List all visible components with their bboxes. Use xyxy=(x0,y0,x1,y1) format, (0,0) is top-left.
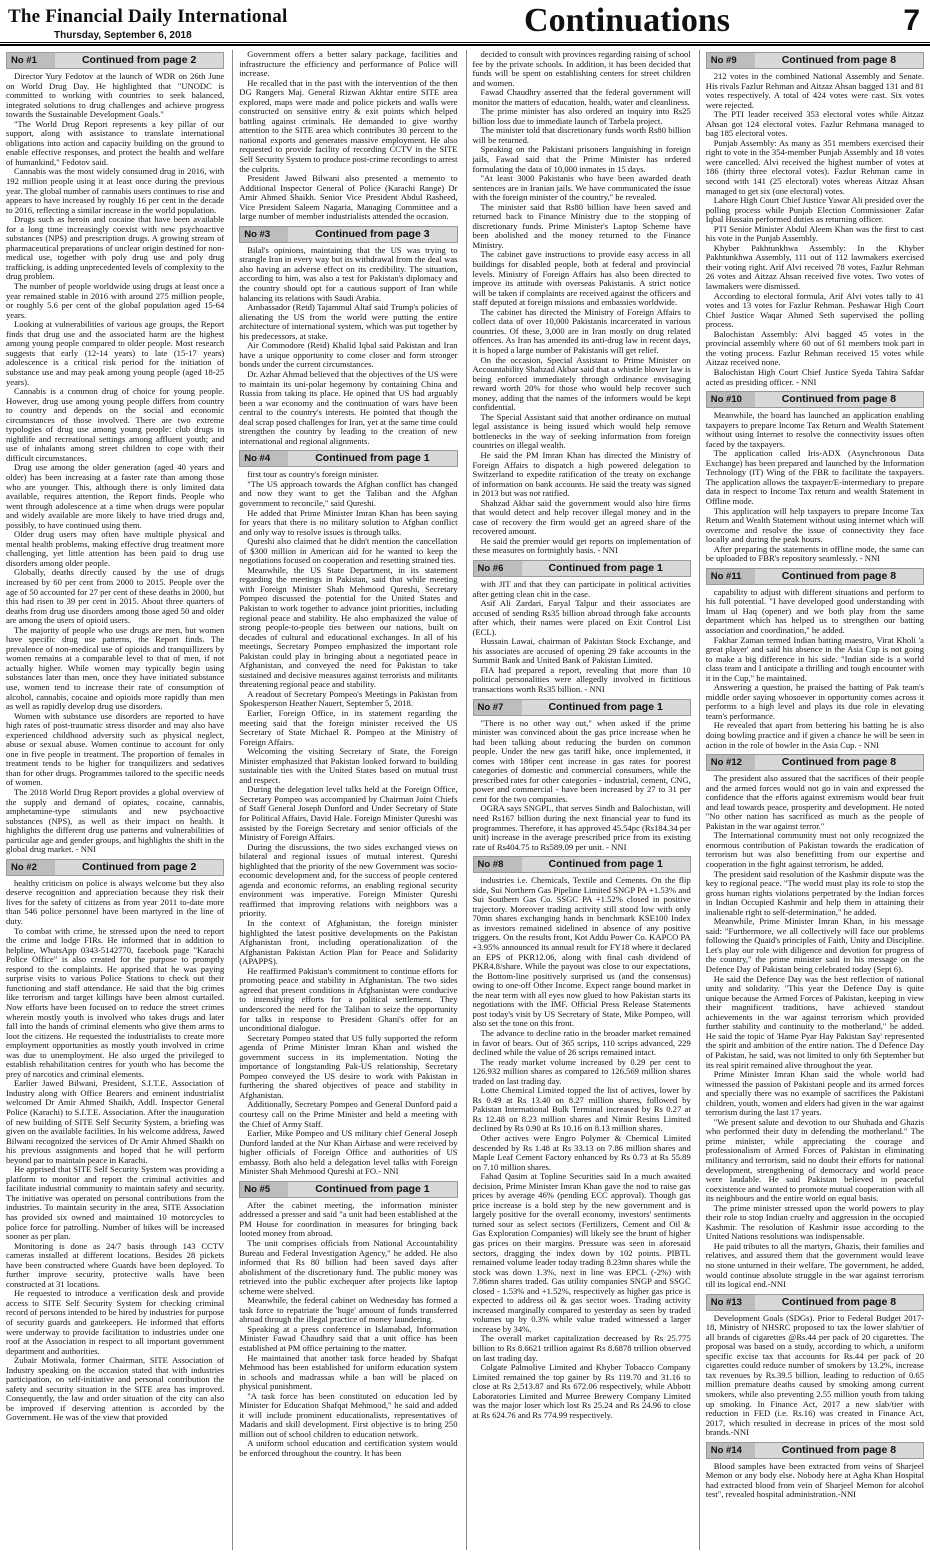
article-paragraph: healthy criticism on police is always welcome but they also deserve recognition and appreciation because they risk their lives for the safety of citizens as from year 2011 to-date more than 546 police personnel have been martyred in the line of duty. xyxy=(6,877,225,927)
article-paragraph: "There is no other way out," when asked if the prime minister was convinced about the gas price increase when he had been talking about reducing the burden on common people. Under the new gas tariff hike, once implemented, it comes with 186per cent increase in gas rates for poorest categories of domestic and commercial consumers, while the prescribed rates for other categories - industrial, cement, CNG, power and commercial - have been increased by 27 to 31 per cent for the two companies. xyxy=(472,717,691,804)
continuation-header xyxy=(706,1294,924,1311)
article-paragraph: The overall market capitalization decreased by Rs 25.775 billion to Rs 8.6621 trillion against Rs 8.6878 trillion observed on last trading day. xyxy=(472,1333,691,1363)
article-paragraph: The 2018 World Drug Report provides a global overview of the supply and demand of opiates, cocaine, cannabis, amphetamine-type stimulants and new psychoactive substances (NPS), as well as their impact on health. It highlights the different drug use patterns and vulnerabilities of particular age and gender groups, and highlights the shift in the global drug market. - NNI xyxy=(6,787,225,855)
article-paragraph: The ready market volume increased by 0.29 per cent to 126.932 million shares as compared to 126.569 million shares traded on last trading day. xyxy=(472,1056,691,1086)
article-paragraph: Meanwhile, the board has launched an application enabling taxpayers to prepare Income Tax Return and Wealth Statement without using Internet to resolve the connectivity issues often faced by the taxpayers. xyxy=(705,410,924,449)
continued-article xyxy=(706,1294,924,1438)
continuation-number: No #8 xyxy=(474,857,522,872)
article-paragraph: Earlier, Foreign Office, in its statement regarding the meeting said that the foreign minister received the US Secretary of State Michael R. Pompeo at the Ministry of Foreign Affairs. xyxy=(239,708,458,747)
article-paragraph: Khyber Pakhtunkhwa Assembly: In the Khyber Pakhtunkhwa Assembly, 111 out of 112 lawmakers exercised their voting right. Arif Alvi received 78 votes, Fazlur Rehman 26 votes and Aitzaz Ahsan received five votes. Two votes of lawmakers were dismissed. xyxy=(705,242,924,292)
news-column xyxy=(232,50,457,1550)
continuation-label: Continued from page 2 xyxy=(81,54,197,66)
continuation-label: Continued from page 2 xyxy=(81,860,197,873)
article-paragraph: The prime minister stressed upon the world powers to play their role to stop Indian cruelty and aggression in the occupied Kashmir. The resolution of Kashmir issue according to the United Nations resolutions was indispensable. xyxy=(705,1202,924,1242)
article-paragraph: During the discussions, the two sides exchanged views on bilateral and regional issues of mutual interest. Qureshi highlighted that the priority of the new Government was socio-economic development and, for the success of people centered agenda and economic reforms, an enabling regional security environment was imperative. Foreign Minister Qureshi reaffirmed that improving relations with neighbors was a priority. xyxy=(239,841,458,919)
article-paragraph: The minister told that discretionary funds worth Rs80 billion will be returned. xyxy=(472,125,691,145)
article-paragraph: Answering a question, he praised the batting of Pak team's middle order saying whosoever in opportunity comes across it performs to a high level and plays its due role in elevating team's performance. xyxy=(705,682,924,721)
article-paragraph: The application called Iris-ADX (Asynchronous Data Exchange) has been prepared and launched by the Information Technology (IT) Wing of the FBR to facilitate the taxpayers. The application allows the taxpayer/E-intermediary to prepare data in respect to Income Tax return and wealth Statement in Offline mode. xyxy=(705,448,924,506)
newspaper-name: The Financial Daily International xyxy=(8,6,288,27)
article-paragraph: The cabinet gave instructions to provide easy access in all buildings for disabled people, both at federal and provincial levels. Ministry of Foreign Affairs has also been directed to improve its attitude with overseas Pakistanis. A strict notice will be taken if complaints are received against the officers and staff deputed at foreign missions and embassies worldwide. xyxy=(472,249,691,308)
article-paragraph: 212 votes in the combined National Assembly and Senate. His rivals Fazlur Rehman and Aitzaz Ahsan bagged 131 and 81 votes respectively. A total of 424 votes were cast. Six votes were rejected. xyxy=(705,71,924,110)
article-paragraph: The president said resolution of the Kashmir dispute was the key to regional peace. "The world must play its role to stop the gross human rights violations perpetrated by the Indian forces in Indian Occupied Kashmir and help them in attaining their inalienable right to self-determination," he added. xyxy=(705,868,924,917)
news-column xyxy=(466,50,691,1550)
article-paragraph: On the occasion, Special Assistant to Prime Minister on Accountability Shahzad Akbar said that a whistle blower law is being enforced immediately through ordinance envisaging reward worth 20% for those who would help recover such money, adding that the names of the informers would be kept confidential. xyxy=(472,354,691,413)
article-paragraph: A uniform school education and certification system would be enforced throughout the country. It has been xyxy=(239,1438,458,1459)
article-paragraph: The unit comprises officials from National Accountability Bureau and Federal Investigation Agency," he added. He also informed that Rs 80 billion had been saved days after abolishment of the discretionary fund. The public money was retrieved into the public exchequer after projects like laptop scheme were shelved. xyxy=(239,1237,458,1296)
continuation-label: Continued from page 3 xyxy=(315,227,430,240)
article-paragraph: "The US approach towards the Afghan conflict has changed and now they want to get the Taliban and the Afghan government to reconcile," said Qureshi. xyxy=(239,478,458,508)
continuation-header xyxy=(706,754,924,771)
article-paragraph: Looking at vulnerabilities of various age groups, the Report finds that drug use and the associated harm are the highest among young people compared to older people. Most research suggests that early (12-14 years) to late (15-17 years) adolescence is a critical risk period for the initiation of substance use and may peak among young people (aged 18-25 years). xyxy=(6,319,225,387)
article-paragraph: The number of people worldwide using drugs at least once a year remained stable in 2016 with around 275 million people, or roughly 5.6 per cent of the global population aged 15-64 years. xyxy=(6,281,225,320)
article-paragraph: Qureshi also claimed that he didn't mention the cancellation of $300 million in American aid for he wanted to keep the negotiations focused on cooperation and resetting strained ties. xyxy=(239,536,458,566)
article-paragraph: "At least 3000 Pakistanis who have been awarded death sentences are in Iranian jails. We have communicated the issue with the foreign minister of the country," he revealed. xyxy=(472,173,691,203)
article-paragraph: Additionally, Secretary Pompeo and General Dunford paid a courtesy call on the Prime Minister and held a meeting with the Chief of Army Staff. xyxy=(239,1099,458,1129)
article-paragraph: Bilal's opinions, maintaining that the US was trying to strangle Iran in every way but its withdrawal from the deal was also having an adverse effect on its credibility. The situation, according to him, was also a test for Pakistan's diplomacy and the country should opt for a cautious support of Iran while balancing its relations with Saudi Arabia. xyxy=(239,244,458,303)
continued-article xyxy=(6,859,224,1423)
article-paragraph: He added that Prime Minister Imran Khan has been saying for years that there is no military solution to Afghan conflict and only way to resolve issues is through talks. xyxy=(239,507,458,537)
continuation-header xyxy=(6,859,224,876)
continued-article xyxy=(706,52,924,387)
article-paragraph: He reaffirmed Pakistan's commitment to continue efforts for promoting peace and stability in Afghanistan. The two sides agreed that present conditions in Afghanistan were conducive to intensifying efforts for a political settlement. They underscored the need for the Taliban to seize the opportunity for talks in response to President Ghani's offer for an unconditional dialogue. xyxy=(239,965,458,1034)
continuation-number: No #5 xyxy=(240,1182,288,1197)
continuation-label: Continued from page 8 xyxy=(781,569,897,582)
article-paragraph: The cabinet has directed the Ministry of Foreign Affairs to collect data of over 10,000 Pakistanis incarcerated in various countries. Of these, 3,000 are in Iran mostly on drug related offences. As Iran has amended its anti-drug law in recent days, it is hoped a large number of Pakistanis will get relief. xyxy=(472,306,691,355)
continuation-label: Continued from page 8 xyxy=(781,1295,897,1308)
article-paragraph: Speaking at a press conference in Islamabad, Information Minister Fawad Chaudhry said that a unit office has been established at PM office pertaining to the matter. xyxy=(239,1323,458,1353)
continuation-header xyxy=(706,391,924,408)
article-paragraph: first tour as country's foreign minister. xyxy=(247,469,379,480)
article-paragraph: Blood samples have been extracted from veins of Sharjeel Memon or any body else. Nobody here at Agha Khan Hospital had extracted blood from vein of Sharjeel Memon for alcohol test", revealed hospital administration.-NNI xyxy=(705,1460,924,1500)
article-paragraph: Hussain Lawai, chairman of Pakistan Stock Exchange, and his associates are accused of opening 29 fake accounts in the Summit Bank and United Bank of Pakistan Limited. xyxy=(472,636,691,666)
article-paragraph: Meanwhile, the federal cabinet on Wednesday has formed a task force to repatriate the 'huge' amount of funds transferred abroad through the illegal practice of money laundering. xyxy=(239,1295,458,1325)
article-paragraph: Secretary Pompeo stated that US fully supported the reform agenda of Prime Minister Imran Khan and wished the government success in its implementation. Noting the importance of longstanding Pak-US relationship, Secretary Pompeo conveyed the US desire to work with Pakistan in furthering the shared objectives of peace and stability in Afghanistan. xyxy=(239,1032,458,1100)
article-paragraph: Speaking on the Pakistani prisoners languishing in foreign jails, Fawad said that the Prime Minister has ordered formulating the data of 10,000 inmates in 15 days. xyxy=(472,144,691,174)
continued-article xyxy=(473,699,691,853)
article-paragraph: He paid tributes to all the martyrs, Ghazis, their families and relatives, and assured them that the government would leave no stone unturned in their welfare. The government, he added, would continue absolute struggle in the war against terrorism till its logical end.-NNI xyxy=(705,1240,924,1290)
continued-article xyxy=(473,560,691,695)
article-paragraph: During the delegation level talks held at the Foreign Office, Secretary Pompeo was accompanied by Chairman Joint Chiefs of Staff General Joseph Dunford and Under Secretary of State for Political Affairs, David Hale. Foreign Minister Qureshi was assisted by the Foreign Secretary and senior officials of the Ministry of Foreign Affairs. xyxy=(239,784,458,843)
article-paragraph: Meanwhile, Prime Minister Imran Khan, in his message said: "Furthermore, we all collectively will face our problems following the Quaid's principles of Faith, Unity and Discipline. Let's play our role with diligence and devotion for progress of the country," the prime minister said in his message on the Defence Day of Pakistan being celebrated today (Sept 6). xyxy=(705,916,924,975)
continuation-header xyxy=(473,699,691,716)
continuation-number: No #7 xyxy=(474,700,522,715)
article-paragraph: The advance to decline ratio in the broader market remained in favor of bears. Out of 365 scrips, 110 scrips advanced, 229 declined while the value of 26 scrips remained intact. xyxy=(472,1027,691,1058)
article-paragraph: Drug use among the older generation (aged 40 years and older) has been increasing at a faster rate than among those who are younger. This, although there is only limited data available, requires attention, the Report finds. People who went through adolescence at a time when drugs were popular and widely available are more likely to have tried drugs and, possibly, to have continued using them. xyxy=(6,462,225,530)
article-paragraph: After preparing the statements in offline mode, the same can be uploaded to FBR's repository seamlessly. - NNI xyxy=(705,543,924,564)
masthead-rule xyxy=(0,42,930,43)
article-paragraph: industries i.e. Chemicals, Textile and Cements. On the flip side, Sui Northern Gas Pipeline Limited SNGP PA +1.53% and Sui Southern Gas Co. SSGC PA +1.52% closed in positive trajectory. Moreover trading activity still stood low with only 70mn shares exchanging hands in benchmark KSE100 Index as investors remained sidelined in absence of any positive triggers. On the results front, Kot Addu Power Co. KAPCO PA +3.95% announced its annual result for FY18 where it declared an EPS of PKR12.06, along with final cash dividend of PKR4.8/share. While the payout was close to our expectations, the Bottom-line positively surprised us (and the consensus) owing to one-off Other Income. Expect range bound market in the near term with all eyes now glued to how Pakistan starts its negotiations with the IMF. Official Press Release Statements post today's visit by US Secretary of State, Mike Pompeo, will also set the tone on this front. xyxy=(472,875,691,1029)
article-paragraph: Colgate Palmolive Limited and Khyber Tobacco Company Limited remained the top gainer by Rs 119.70 and 31.16 to close at Rs 2,513.87 and Rs 672.06 respectively, while Abbott Laboratories Limited and Murree Brewery Company Limited was the major loser which lost Rs 25.24 and Rs 24.96 to close at Rs 624.76 and Rs 774.99 respectively. xyxy=(472,1362,691,1420)
article-paragraph: "We present salute and devotion to our Shuhada and Ghazis who performed their duty in defending the motherland." The prime minister, while appreciating the courage and professionalism of Armed Forces of Pakistan in eliminating militancy and terrorism, said no doubt their efforts for national development, strengthening of democracy and world peace were laudable. He said Pakistan believed in peaceful coexistence and wanted to promote mutual cooperation with all its neighbours and the entire world on equal basis. xyxy=(705,1116,924,1204)
article-paragraph: Balochistan High Court Chief Justice Syeda Tahira Safdar acted as presiding officer. - NNI xyxy=(705,366,924,387)
continuation-number: No #9 xyxy=(707,53,755,68)
article-paragraph: Older drug users may often have multiple physical and mental health problems, making effective drug treatment more challenging, yet little attention has been paid to drug use disorders among older people. xyxy=(6,529,225,568)
continuation-header xyxy=(239,1181,457,1198)
article-paragraph: He maintained that another task force headed by Shafqat Mehmood has been established for uniform education system in schools and madrassas while a ban will be placed on physical punishment. xyxy=(239,1352,458,1392)
article-paragraph: A readout of Secretary Pompeo's Meetings in Pakistan from Spokesperson Heather Nauert, September 5, 2018. xyxy=(239,688,458,709)
article-paragraph: PTI Senior Minister Abdul Aleem Khan was the first to cast his vote in the Punjab Assembly. xyxy=(705,223,924,244)
article-paragraph: According to electoral formula, Arif Alvi votes tally to 41 votes and 13 votes for Fazlur Rehman. Peshawar High Court Chief Justice Waqar Ahmed Seth supervised the polling process. xyxy=(705,290,924,330)
issue-date: Thursday, September 6, 2018 xyxy=(54,30,192,41)
article-paragraph: To combat with crime, he stressed upon the need to report the crime and lodge FIRs. He informed that in addition to helpline, WhatsApp 0343-5142770, facebook page "Karachi Police Office" is also created for the purpose to promptly respond to the complaints. He apprised that he was paying surprise visits to various Police Stations to check out their functioning and staff attendance. He said that the big crimes like terrorism and target killings have been almost curtailed. Now efforts have been focused on to reduce the street crimes wherein mostly youth is involved who takes drugs and later fall into the hands of criminal elements who give them arms to loot the citizens. He requested the industrialists to create more employment opportunities as mostly youth involved in crime was due to unemployment. He also urged the privileged to establish rehabilitation centres for youth who has become the prey of narcotics and criminal elements. xyxy=(6,925,225,1079)
continuation-header xyxy=(6,52,224,69)
masthead xyxy=(0,0,930,46)
article-paragraph: Monitoring is done as 24/7 basis through 143 CCTV cameras installed at different locations. Besides 28 pickets have been constructed where Guards have been deployed. To further improve security, protective walls have been constructed at 31 locations. xyxy=(6,1240,225,1289)
continuation-label: Continued from page 1 xyxy=(548,700,663,713)
continuation-label: Continued from page 8 xyxy=(781,54,897,66)
article-paragraph: decided to consult with provinces regarding raising of school fee by the private schools. In addition, it has been decided that funds will be spent on establishing centers for street children and women. xyxy=(472,50,691,88)
continuation-label: Continued from page 1 xyxy=(315,1182,430,1195)
article-paragraph: Lahore High Court Chief Justice Yawar Ali presided over the polling process while Punjab Election Commissioner Zafar Iqbal Hussain performed duties as returning officer. xyxy=(705,195,924,225)
continued-article xyxy=(239,226,457,446)
continuation-number: No #4 xyxy=(240,451,288,466)
continued-article xyxy=(6,52,224,855)
article-paragraph: Lotte Chemical Limited topped the list of actives, lower by Rs 0.49 at Rs 13.40 on 8.27 million shares, followed by Pakistan International Bulk Terminal increased by Rs 0.27 at Rs 12.48 on 8.23 million shares and Nimir Resins Limited declined by Rs 0.90 at Rs 10.16 on 8.13 million shares. xyxy=(472,1085,691,1134)
continuation-number: No #11 xyxy=(707,569,755,584)
article-paragraph: The Special Assistant said that another ordinance on mutual legal assistance is being issued which would help remove bottlenecks in the way of seeking information from foreign countries on illegal wealth. xyxy=(472,411,691,451)
article-paragraph: This application will help taxpayers to prepare Income Tax Return and Wealth Statement without using internet which will overcome and resolve the issue of connectivity they face locally and during the peak hours. xyxy=(705,505,924,545)
continuation-header xyxy=(706,52,924,69)
article-paragraph: Shahzad Akbar said the government would also hire firms that would detect and help recover illegal money and in the case of recovery the firm would get an agreed share of the recovered amount. xyxy=(472,497,691,537)
article-paragraph: Earlier Jawed Bilwani, President, S.I.T.E. Association of Industry along with Office Bearers and eminent industrialist welcomed Dr Amir Ahmed Shaikh, Addl. Inspector General Police (Karachi) to S.I.T.E. Association. After the inauguration of new building of SITE Self Security System, a briefing was given on the available facilities. In his welcome address, Jawed Bilwani recognized the services of Dr Amir Ahmed Shaikh on his previous assignments and hoped that he will perform beyond par to maintain peace in Karachi. xyxy=(6,1078,225,1165)
section-title: Continuations xyxy=(524,2,730,39)
article-paragraph: "A task force has been constituted on education led by Minister for Education Shafqat Mehmood," he said and added it will include prominent educationalists, representatives of Madaris and skill development. First objective is to bring 250 million out of school children to education network. xyxy=(239,1390,458,1439)
article-paragraph: He requested to introduce a verification desk and provide access to SITE Self Security System for checking criminal record of persons intended to be hired by industries for purpose of security guards and gatekeepers. He informed that efforts were underway to provide facilitation to industries under one roof at the Association in respect to all important government department and authorities. xyxy=(6,1288,225,1356)
article-paragraph: President Jawed Bilwani also presented a memento to Additional Inspector General of Police (Karachi Range) Dr Amir Ahmed Shaikh. Senior Vice President Abdul Rasheed, Vice President Saleem Nagaria, Managing Committee and a large number of member industrialists attended the occasion. xyxy=(239,173,458,222)
article-paragraph: Cannabis was the most widely consumed drug in 2016, with 192 million people using it at least once during the previous year. The global number of cannabis users continues to rise and appears to have increased by roughly 16 per cent in the decade to 2016, reflecting a similar increase in the world population. xyxy=(6,166,225,215)
article-paragraph: FIA had prepared a report, revealing that more than 10 political personalities were allegedly involved in fictitious transactions worth Rs35 billion. - NNI xyxy=(472,664,691,694)
continued-article xyxy=(706,391,924,564)
article-paragraph: capability to adjust with different situations and perform to his full potential. "I have developed good understanding with Imam ul Haq (opener) and we both play from the same department which has helped us to strengthen our batting association and coordination," he added. xyxy=(705,586,924,635)
continuation-header xyxy=(473,856,691,873)
continuation-label: Continued from page 8 xyxy=(781,1443,897,1456)
article-paragraph: Air Commodore (Retd) Khalid Iqbal said Pakistan and Iran have a unique opportunity to come closer and form stronger bonds under the current circumstances. xyxy=(239,340,458,370)
article-paragraph: The minister said that Rs80 billion have been saved and returned back to Finance Ministry due to the stopping of discretionary funds. Prime Minister's Laptop Scheme have been abolished and the money returned to the Finance Ministry. xyxy=(472,201,691,250)
continuation-label: Continued from page 1 xyxy=(548,858,663,871)
continuation-number: No #13 xyxy=(707,1295,755,1310)
article-paragraph: Prime Minister Imran Khan said the whole world had witnessed the passion of Pakistani people and its armed forces and specially there was no example of sacrifices the Pakistani children, youth, women and elders had given in the war against terrorism during the last 17 years. xyxy=(705,1069,924,1118)
article-paragraph: Cannabis is a common drug of choice for young people. However, drug use among young people differs from country to country and depends on the social and economic circumstances of those involved. There are two extreme typologies of drug use among young people: club drugs in nightlife and recreational settings among affluent youth; and use of inhalants among street children to cope with their difficult circumstances. xyxy=(6,386,225,463)
article-paragraph: He recalled that in the past with the intervention of the then DG Rangers Maj. General Rizwan Akhtar entire SITE area explored, maps were made and police pickets and walls were constructed on sensitive entry & exit points which helped battling against criminals. He demanded to give worthy attention to the SITE area which contributes 30 percent to the national exports and generates massive employment. He also requested to provide facility of recording CCTV in the SITE Self Security System to produce post-crime recordings to arrest the culprits. xyxy=(239,77,458,174)
article-paragraph: The PTI leader received 353 electoral votes while Aitzaz Ahsan got 124 electoral votes. Fazlur Rehmana managed to bag 185 electoral votes. xyxy=(705,109,924,139)
article-paragraph: OGRA says SNGPL, that serves Sindh and Balochistan, will need Rs167 billion during the next financial year to fund its programmes. Therefore, it has approved 45.54pc (Rs184.34 per unit) increase in the average prescribed price from its existing rate of Rs404.75 to Rs589.09 per unit. - NNI xyxy=(472,803,691,852)
page-number: 7 xyxy=(903,4,920,37)
continuation-number: No #3 xyxy=(240,227,288,242)
continuation-header xyxy=(473,560,691,577)
continuation-number: No #2 xyxy=(7,860,55,875)
article-paragraph: Zubair Motiwala, former Chairman, SITE Association of Industry speaking on the occasion stated that with industries participation, on self-initiative and personal contribution the safety and security situation in the SITE area has improved. Consequently, the law and order situation of the city can also be improved if deserving attention is accorded by the Government. He was of the view that provided xyxy=(6,1355,225,1423)
continuation-label: Continued from page 8 xyxy=(781,393,897,406)
article-paragraph: The majority of people who use drugs are men, but women have specific drug use patterns, the Report finds. The prevalence of non-medical use of opioids and tranquillizers by women remains at a comparable level to that of men, if not actually higher. While women may typically begin using substances later than men, once they have initiated substance use, women tend to increase their rate of consumption of alcohol, cannabis, cocaine and opioids more rapidly than men as well as rapidly develop drug use disorders. xyxy=(6,624,225,712)
article-paragraph: Drugs such as heroin and cocaine that have been available for a long time increasingly coexist with new psychoactive substances (NPS) and prescription drugs. A growing stream of pharmaceutical preparations of unclear origin destined for non-medical use, together with poly drug use and poly drug trafficking, is adding unprecedented levels of complexity to the drug problem. xyxy=(6,214,225,282)
continued-article xyxy=(473,50,691,556)
article-paragraph: with JIT and that they can participate in political activities after getting clean chit in the case. xyxy=(472,578,691,599)
article-paragraph: Government offers a better salary package, facilities and infrastructure the efficiency and performance of Police will increase. xyxy=(239,50,458,79)
article-paragraph: Fahad Qasim at Topline Securities said In a much awaited decision, Prime Minister Imran Khan gave the nod to raise gas prices by average 46% (pending ECC approval). Though gas price increase is a bold step by the new government and is largely positive for the overall economy, investors' sentiments turned sour as select sectors (Fertilizers, Cement and Oil & Gas Exploration Companies) will likely see the brunt of higher gas prices on their margins. Pressure was seen in aforesaid sectors, dragging the index down by 102 points. PIBTL remained volume leader today trading 8.23mn shares while the stock was down 1.3%, next in line was EPCL (-2%) with 7.86mn shares traded. Gas utility companies SNGP and SSGC closed - 1.53% and +1.52%, respectively as higher gas price is expected to address oil & gas sector woes. Trading activity increased marginally compared to yesterday as seen by traded volumes up by 0.3% while value traded witnessed a larger increase by 34%. xyxy=(472,1171,691,1334)
article-paragraph: Fawad Chaudhry asserted that the federal government will monitor the matters of education, health, water and cleanliness. xyxy=(472,87,691,107)
continuation-header xyxy=(239,226,457,243)
continuation-label: Continued from page 1 xyxy=(548,561,663,574)
continued-article xyxy=(239,1181,457,1459)
news-columns xyxy=(0,46,930,1550)
article-paragraph: The International community must not only recognized the enormous contribution of Pakistan towards the eradication of terrorism but was also benefitting from our expertise and cooperation in the fight against terrorism, he added. xyxy=(705,830,924,870)
article-paragraph: Globally, deaths directly caused by the use of drugs increased by 60 per cent from 2000 to 2015. People over the age of 50 accounted for 27 per cent of these deaths in 2000, but this had risen to 39 per cent in 2015. About three quarters of deaths from drug use disorders among those aged 50 and older are among the users of opioid users. xyxy=(6,567,225,626)
article-paragraph: Fakhar Zaman termed Indian batting maestro, Virat Kholi 'a great player' and said his absence in the Asia Cup is not going to make a big difference in his side. "Indian side is a world class team and I anticipate a thrilling and tough encounter with it in the Cup," he maintained. xyxy=(705,634,924,683)
article-paragraph: Punjab Assembly: As many as 351 members exercised their right to vote in the 354-member Punjab Assembly and 18 votes were cancelled. Alvi received the highest number of votes at 186 (thirty three electoral votes). Fazlur Rehman came in second with 141 (25 electoral) votes whereas Aitzaz Ahsan managed to get six (one electoral) votes. xyxy=(705,137,924,196)
article-paragraph: Dr. Azhar Ahmad believed that the objectives of the US were to maintain its uni-polar hegemony by containing China and Russia from taking its place. He opined that US had arguably been a war economy and the continuation of wars have been central to the country's interests. He pointed that though the deal scrap posed challenges for Iran, yet at the same time could strengthen the country by leading to the creation of new international and regional alignments. xyxy=(239,368,458,446)
news-column xyxy=(6,50,224,1550)
continuation-header xyxy=(239,450,457,467)
article-paragraph: The president also assured that the sacrifices of their people and the armed forces would not go in vain and expressed the confidence that the efforts against extremism would bear fruit and lead towards peace, prosperity and development. He noted "No other nation has sacrificed as much as the people of Pakistan in the war against terror." xyxy=(705,773,924,831)
article-paragraph: Ambassador (Retd) Tajammul Altaf said Trump's policies of alienating the US from the world were putting the entire architecture of international system, which was put together by his predecessors, at stake. xyxy=(239,302,458,341)
article-paragraph: Development Goals (SDGs). Prior to Federal Budget 2017-18, Ministry of NHSRC proposed to tax the lower slab/tier of all brands of cigarettes @Rs.44 per pack of 20 cigarettes. The proposal was based on a study, according to which, a uniform specific excise tax that accounts for Rs.44 per pack of 20 cigarettes could reduce number of smokers by 13.2%, increase tax revenues by Rs.39.5 billion, leading to reduction of 0.65 million premature deaths caused by smoking among current smokers, while also preventing 2.55 million youth from taking up smoking. In Finance Act, 2017 a new slab/tier with reduction in FED (i.e. Rs.16) was created in Finance Act, 2017, which resulted in decrease in prices of the most sold brands.-NNI xyxy=(705,1312,924,1438)
continuation-label: Continued from page 8 xyxy=(781,756,897,769)
article-paragraph: "The World Drug Report represents a key pillar of our support, along with assistance to translate international obligations into action and capacity building on the ground to enable effective responses, and protect the health and welfare of humankind," Fedotov said. xyxy=(6,118,225,167)
news-column xyxy=(699,50,924,1550)
article-paragraph: He said the premier would get reports on implementation of these measures on fortnightly basis. - NNI xyxy=(472,535,691,556)
continuation-header xyxy=(706,1442,924,1459)
article-paragraph: Director Yury Fedotov at the launch of WDR on 26th June on World Drug Day. He highlighted that "UNODC is committed to working with countries to seek balanced, integrated solutions to drug challenges and achieve progress towards the Sustainable Development Goals." xyxy=(6,71,225,120)
article-paragraph: Asif Ali Zardari, Faryal Talpur and their associates are accused of sending Rs35 billion abroad through fake accounts after which, their names were placed on Exit Control List (ECL). xyxy=(472,598,691,637)
article-paragraph: Meanwhile, the US State Department, in its statement regarding the meetings in Pakistan, said that while meeting with Foreign Minister Shah Mehmood Qureshi, Secretary Pompeo discussed the potential for the United States and Pakistan to work together to advance joint priorities, including regional peace and stability. He also emphasized the value of strong people-to-people ties between our nations, built on decades of cultural and educational exchanges. In all of his meetings, Secretary Pompeo emphasized the important role Pakistan could play in bringing about a negotiated peace in Afghanistan, and conveyed the need for Pakistan to take sustained and decisive measures against terrorists and militants threatening regional peace and stability. xyxy=(239,564,458,690)
continued-article xyxy=(706,568,924,750)
continuation-number: No #6 xyxy=(474,561,522,576)
continued-article xyxy=(706,1442,924,1500)
continued-article xyxy=(473,856,691,1420)
article-paragraph: Women with substance use disorders are reported to have high rates of post-traumatic stress disorder and may also have experienced childhood adversity such as physical neglect, abuse or sexual abuse. Women continue to account for only one in five people in treatment. The proportion of females in treatment tends to be higher for tranquilizers and sedatives than for other drugs. Programmes tailored to the specific needs of women. xyxy=(6,710,225,788)
article-paragraph: In the context of Afghanistan, the foreign minister highlighted the latest positive developments on the Pakistan Afghanistan front, including operationalization of the Afghanistan Pakistan Action Plan for Peace and Solidarity (APAPPS). xyxy=(239,918,458,967)
continuation-number: No #10 xyxy=(707,392,755,407)
continued-article xyxy=(706,754,924,1290)
continuation-number: No #14 xyxy=(707,1443,755,1458)
continuation-label: Continued from page 1 xyxy=(315,452,430,465)
continuation-header xyxy=(706,568,924,585)
article-paragraph: He apprised that SITE Self Security System was providing a platform to monitor and report the criminal activities and facilitate industrial community to maintain safety and security. The initiative was operated on personal contributions from the industries. To maintain security in the area, SITE Association has provided six owned and maintained 10 motorcycles to police force for patrolling. Number of bikes will be increased sooner as per plan. xyxy=(6,1164,225,1242)
article-paragraph: He said the PM Imran Khan has directed the Ministry of Foreign Affairs to dispatch a high powered delegation to Switzerland to expedite ratification of the treaty on exchange of information on bank accounts. He said the treaty was signed in 2013 but was not ratified. xyxy=(472,449,691,499)
article-paragraph: He said the Defence Day was the best reflection of national unity and solidarity. "This year the Defence Day is quite unique because the Armed Forces of Pakistan, keeping in view their magnificent traditions, have achieved standout achievements in the war against terrorism which provided further stability and continuity to the motherland," he added. He said the topic of 'Hame Pyar Hay Pakistan Say' represented the spirit and ambition of the entire nation. The d Defence Day of Pakistan, he said, was not limited to only 6th September but its real spirit remained alive throughout the year. xyxy=(705,973,924,1070)
continuation-number: No #12 xyxy=(707,755,755,770)
article-paragraph: After the cabinet meeting, the information minister addressed a presser and said "a unit had been established at the PM House for coordination in measures for bringing back looted money from abroad. xyxy=(239,1199,458,1239)
article-paragraph: Earlier, Mike Pompeo and US military chief General Joseph Dunford landed at the Nur Khan Airbase and were received by higher officials of Foreign Office and authorities of US embassy. Both also held a delegation level talks with Foreign Minister Shah Mehmood Qureshi at FO.- NNI xyxy=(239,1128,458,1177)
article-paragraph: Balochistan Assembly: Alvi bagged 45 votes in the provincial assembly where 60 out of 61 members took part in the voting process. Fazlur Rehman received 15 votes while Aitzaz received none. xyxy=(705,328,924,368)
article-paragraph: Welcoming the visiting Secretary of State, the Foreign Minister emphasized that Pakistan looked forward to building sustainable ties with the United States based on mutual trust and respect. xyxy=(239,746,458,785)
article-paragraph: He revealed that apart from bettering his batting he is also doing bowling practice and if given a chance he will be seen in action in the role of bowler in the Asia Cup. - NNI xyxy=(705,720,924,750)
continued-article xyxy=(239,50,457,222)
continued-article xyxy=(239,450,457,1176)
continuation-number: No #1 xyxy=(7,53,55,68)
article-paragraph: Other actives were Engro Polymer & Chemical Limited descended by Rs 1.48 at Rs 33.13 on 7.86 million shares and Maple Leaf Cement Factory enhanced by Rs 0.73 at Rs 55.89 on 7.10 million shares. xyxy=(472,1132,691,1172)
article-paragraph: The prime minister has also ordered an inquiry into Rs25 billion loss due to immediate launch of Tarbela project. xyxy=(472,106,691,126)
